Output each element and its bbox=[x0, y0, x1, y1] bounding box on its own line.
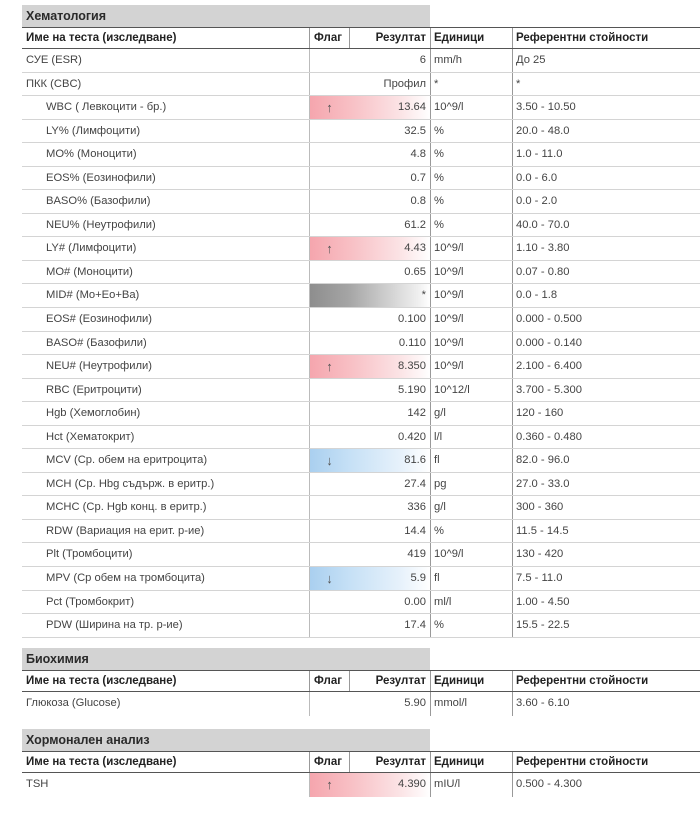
results-table bbox=[22, 751, 700, 797]
arrow-up-icon bbox=[309, 96, 349, 119]
test-name: BASO% (Базофили) bbox=[46, 195, 151, 208]
header-test-name: Име на теста (изследване) bbox=[26, 32, 177, 44]
flag-cell bbox=[309, 214, 349, 237]
results-table bbox=[22, 670, 700, 716]
test-name: TSH bbox=[26, 778, 49, 790]
unit: 10^9/l bbox=[430, 261, 512, 284]
reference-range: 82.0 - 96.0 bbox=[512, 449, 700, 472]
header-result: Резултат bbox=[349, 752, 430, 772]
flag-cell bbox=[309, 332, 349, 355]
header-test-name: Име на теста (изследване) bbox=[26, 756, 177, 768]
flag-highlight bbox=[309, 96, 430, 119]
table-header bbox=[22, 27, 700, 49]
header-units: Единици bbox=[430, 28, 512, 48]
flag-cell bbox=[309, 167, 349, 190]
table-header bbox=[22, 670, 700, 692]
header-units: Единици bbox=[430, 752, 512, 772]
result-value: 8.350 bbox=[398, 360, 426, 373]
unit: g/l bbox=[430, 496, 512, 519]
flag-highlight bbox=[309, 167, 430, 190]
result-value: 4.43 bbox=[404, 242, 426, 255]
table-row bbox=[22, 332, 700, 356]
arrow-up-icon: ↑ bbox=[326, 777, 333, 792]
unit: 10^12/l bbox=[430, 379, 512, 402]
test-name: LY# (Лимфоцити) bbox=[46, 242, 137, 255]
reference-range: До 25 bbox=[512, 49, 700, 72]
result-value: 27.4 bbox=[404, 477, 426, 490]
arrow-up-icon: ↑ bbox=[326, 359, 333, 375]
reference-range: 120 - 160 bbox=[512, 402, 700, 425]
table-row bbox=[22, 214, 700, 238]
header-flag: Флаг bbox=[309, 28, 349, 48]
result-value: 14.4 bbox=[404, 524, 426, 537]
header-result: Резултат bbox=[349, 28, 430, 48]
header-result: Резултат bbox=[349, 671, 430, 691]
table-row bbox=[22, 520, 700, 544]
reference-range: 0.0 - 6.0 bbox=[512, 167, 700, 190]
flag-cell bbox=[309, 426, 349, 449]
flag-highlight bbox=[309, 214, 430, 237]
table-row bbox=[22, 449, 700, 473]
table-row bbox=[22, 614, 700, 638]
flag-cell bbox=[309, 591, 349, 614]
reference-range: 1.0 - 11.0 bbox=[512, 143, 700, 166]
unit: % bbox=[430, 190, 512, 213]
flag-highlight bbox=[309, 449, 430, 472]
table-header bbox=[22, 751, 700, 773]
section-biochemistry bbox=[22, 648, 700, 716]
flag-cell bbox=[309, 73, 349, 96]
header-units: Единици bbox=[430, 671, 512, 691]
test-name: Hgb (Хемоглобин) bbox=[46, 407, 141, 420]
unit: 10^9/l bbox=[430, 332, 512, 355]
test-name: EOS# (Еозинофили) bbox=[46, 313, 152, 326]
flag-highlight bbox=[309, 591, 430, 614]
table-body bbox=[22, 692, 700, 716]
reference-range: 0.360 - 0.480 bbox=[512, 426, 700, 449]
flag-highlight bbox=[309, 73, 430, 96]
flag-highlight bbox=[309, 692, 430, 716]
table-row bbox=[22, 473, 700, 497]
table-row bbox=[22, 773, 700, 797]
table-row bbox=[22, 237, 700, 261]
table-row bbox=[22, 567, 700, 591]
test-name: BASO# (Базофили) bbox=[46, 336, 147, 349]
result-value: 142 bbox=[407, 407, 426, 420]
result-value: 5.90 bbox=[404, 697, 426, 709]
test-name: MO# (Моноцити) bbox=[46, 265, 133, 278]
result-value: 0.65 bbox=[404, 265, 426, 278]
unit: pg bbox=[430, 473, 512, 496]
unit: 10^9/l bbox=[430, 308, 512, 331]
table-row bbox=[22, 143, 700, 167]
table-row bbox=[22, 379, 700, 403]
flag-cell bbox=[309, 379, 349, 402]
test-name: MPV (Ср обем на тромбоцита) bbox=[46, 572, 205, 585]
section-hematology bbox=[22, 5, 700, 638]
reference-range: 0.500 - 4.300 bbox=[512, 773, 700, 797]
flag-highlight bbox=[309, 426, 430, 449]
flag-highlight bbox=[309, 473, 430, 496]
result-value: 0.110 bbox=[398, 336, 426, 349]
flag-highlight bbox=[309, 379, 430, 402]
test-name: EOS% (Еозинофили) bbox=[46, 171, 156, 184]
flag-highlight bbox=[309, 49, 430, 72]
result-value: 0.8 bbox=[410, 195, 426, 208]
result-value: 5.190 bbox=[398, 383, 426, 396]
test-name: MCV (Ср. обем на еритроцита) bbox=[46, 454, 208, 467]
reference-range: 1.10 - 3.80 bbox=[512, 237, 700, 260]
arrow-up-icon bbox=[309, 355, 349, 378]
unit: fl bbox=[430, 567, 512, 590]
flag-highlight bbox=[309, 237, 430, 260]
arrow-down-icon bbox=[309, 567, 349, 590]
test-name: NEU# (Неутрофили) bbox=[46, 360, 152, 373]
flag-cell bbox=[309, 614, 349, 637]
unit: g/l bbox=[430, 402, 512, 425]
reference-range: 40.0 - 70.0 bbox=[512, 214, 700, 237]
reference-range: * bbox=[512, 73, 700, 96]
flag-highlight bbox=[309, 402, 430, 425]
arrow-up-icon: ↑ bbox=[326, 241, 333, 257]
reference-range: 130 - 420 bbox=[512, 543, 700, 566]
unit: * bbox=[430, 73, 512, 96]
table-body bbox=[22, 773, 700, 797]
flag-highlight bbox=[309, 567, 430, 590]
flag-cell bbox=[309, 402, 349, 425]
flag-cell bbox=[309, 120, 349, 143]
result-value: 0.100 bbox=[398, 313, 426, 326]
flag-cell bbox=[309, 261, 349, 284]
test-name: Глюкоза (Glucose) bbox=[26, 697, 121, 709]
flag-cell bbox=[309, 143, 349, 166]
reference-range: 0.0 - 2.0 bbox=[512, 190, 700, 213]
test-name: LY% (Лимфоцити) bbox=[46, 124, 141, 137]
unit: % bbox=[430, 614, 512, 637]
result-value: 32.5 bbox=[404, 124, 426, 137]
flag-highlight bbox=[309, 614, 430, 637]
section-title: Хормонален анализ bbox=[22, 729, 430, 751]
unit: % bbox=[430, 520, 512, 543]
unit: mmol/l bbox=[430, 692, 512, 716]
test-name: RBC (Еритроцити) bbox=[46, 383, 142, 396]
table-row bbox=[22, 284, 700, 308]
table-row bbox=[22, 167, 700, 191]
arrow-down-icon bbox=[309, 449, 349, 472]
reference-range: 0.000 - 0.140 bbox=[512, 332, 700, 355]
flag-highlight bbox=[309, 543, 430, 566]
reference-range: 1.00 - 4.50 bbox=[512, 591, 700, 614]
header-test-name: Име на теста (изследване) bbox=[26, 675, 177, 687]
unit: % bbox=[430, 167, 512, 190]
reference-range: 3.700 - 5.300 bbox=[512, 379, 700, 402]
section-hormonal bbox=[22, 729, 700, 797]
flag-cell bbox=[309, 543, 349, 566]
result-value: 0.00 bbox=[404, 595, 426, 608]
result-value: * bbox=[421, 289, 426, 302]
flag-highlight bbox=[309, 143, 430, 166]
unit: ml/l bbox=[430, 591, 512, 614]
reference-range: 3.50 - 10.50 bbox=[512, 96, 700, 119]
flag-cell bbox=[309, 692, 349, 716]
arrow-up-icon bbox=[309, 773, 349, 797]
test-name: ПКК (CBC) bbox=[26, 77, 82, 90]
result-value: 4.390 bbox=[398, 778, 426, 790]
arrow-up-icon: ↑ bbox=[326, 100, 333, 116]
unit: 10^9/l bbox=[430, 543, 512, 566]
flag-highlight bbox=[309, 120, 430, 143]
arrow-down-icon: ↓ bbox=[326, 571, 333, 587]
table-row bbox=[22, 190, 700, 214]
result-value: 13.64 bbox=[398, 101, 426, 114]
flag-highlight bbox=[309, 284, 430, 307]
reference-range: 0.07 - 0.80 bbox=[512, 261, 700, 284]
test-name: MID# (Mo+Eo+Ba) bbox=[46, 289, 140, 302]
header-reference: Референтни стойности bbox=[512, 752, 700, 772]
result-value: 6 bbox=[419, 54, 426, 66]
flag-highlight bbox=[309, 773, 430, 797]
result-value: 17.4 bbox=[404, 619, 426, 632]
test-name: MCH (Ср. Hbg съдърж. в еритр.) bbox=[46, 477, 215, 490]
test-name: NEU% (Неутрофили) bbox=[46, 218, 156, 231]
unit: % bbox=[430, 143, 512, 166]
table-row bbox=[22, 355, 700, 379]
table-row bbox=[22, 73, 700, 97]
unit: % bbox=[430, 214, 512, 237]
table-row bbox=[22, 692, 700, 716]
table-row bbox=[22, 496, 700, 520]
table-row bbox=[22, 96, 700, 120]
flag-highlight bbox=[309, 520, 430, 543]
reference-range: 27.0 - 33.0 bbox=[512, 473, 700, 496]
reference-range: 11.5 - 14.5 bbox=[512, 520, 700, 543]
flag-highlight bbox=[309, 308, 430, 331]
unit: 10^9/l bbox=[430, 284, 512, 307]
reference-range: 20.0 - 48.0 bbox=[512, 120, 700, 143]
arrow-up-icon bbox=[309, 237, 349, 260]
unit: mm/h bbox=[430, 49, 512, 72]
reference-range: 0.0 - 1.8 bbox=[512, 284, 700, 307]
reference-range: 15.5 - 22.5 bbox=[512, 614, 700, 637]
table-body bbox=[22, 49, 700, 638]
results-table bbox=[22, 27, 700, 638]
test-name: MO% (Моноцити) bbox=[46, 148, 137, 161]
result-value: 5.9 bbox=[410, 572, 426, 585]
unit: 10^9/l bbox=[430, 237, 512, 260]
section-title: Хематология bbox=[22, 5, 430, 27]
unit: 10^9/l bbox=[430, 355, 512, 378]
reference-range: 3.60 - 6.10 bbox=[512, 692, 700, 716]
flag-highlight bbox=[309, 496, 430, 519]
reference-range: 2.100 - 6.400 bbox=[512, 355, 700, 378]
header-flag: Флаг bbox=[309, 671, 349, 691]
table-row bbox=[22, 261, 700, 285]
result-value: 81.6 bbox=[404, 454, 426, 467]
reference-range: 0.000 - 0.500 bbox=[512, 308, 700, 331]
result-value: 336 bbox=[407, 501, 426, 514]
header-reference: Референтни стойности bbox=[512, 28, 700, 48]
arrow-down-icon: ↓ bbox=[326, 453, 333, 469]
test-name: Hct (Хематокрит) bbox=[46, 430, 135, 443]
flag-cell bbox=[309, 496, 349, 519]
result-value: 61.2 bbox=[404, 218, 426, 231]
result-value: 4.8 bbox=[410, 148, 426, 161]
table-row bbox=[22, 591, 700, 615]
flag-highlight bbox=[309, 261, 430, 284]
test-name: RDW (Вариация на ерит. р-ие) bbox=[46, 524, 205, 537]
unit: l/l bbox=[430, 426, 512, 449]
flag-cell bbox=[309, 520, 349, 543]
test-name: WBC ( Левкоцити - бр.) bbox=[46, 101, 167, 114]
flag-cell bbox=[309, 49, 349, 72]
table-row bbox=[22, 402, 700, 426]
flag-highlight bbox=[309, 190, 430, 213]
table-row bbox=[22, 49, 700, 73]
test-name: Pct (Тромбокрит) bbox=[46, 595, 135, 608]
header-reference: Референтни стойности bbox=[512, 671, 700, 691]
test-name: MCHC (Ср. Hgb конц. в еритр.) bbox=[46, 501, 207, 514]
result-value: 0.7 bbox=[410, 171, 426, 184]
flag-cell bbox=[309, 473, 349, 496]
unit: 10^9/l bbox=[430, 96, 512, 119]
result-value: Профил bbox=[383, 77, 426, 90]
flag-cell bbox=[309, 284, 349, 307]
result-value: 0.420 bbox=[398, 430, 426, 443]
flag-cell bbox=[309, 308, 349, 331]
unit: % bbox=[430, 120, 512, 143]
reference-range: 7.5 - 11.0 bbox=[512, 567, 700, 590]
table-row bbox=[22, 543, 700, 567]
flag-cell bbox=[309, 190, 349, 213]
flag-highlight bbox=[309, 332, 430, 355]
test-name: PDW (Ширина на тр. р-ие) bbox=[46, 619, 183, 632]
table-row bbox=[22, 120, 700, 144]
test-name: Plt (Тромбоцити) bbox=[46, 548, 133, 561]
unit: mIU/l bbox=[430, 773, 512, 797]
reference-range: 300 - 360 bbox=[512, 496, 700, 519]
result-value: 419 bbox=[407, 548, 426, 561]
header-flag: Флаг bbox=[309, 752, 349, 772]
unit: fl bbox=[430, 449, 512, 472]
section-title: Биохимия bbox=[22, 648, 430, 670]
table-row bbox=[22, 426, 700, 450]
flag-highlight bbox=[309, 355, 430, 378]
table-row bbox=[22, 308, 700, 332]
test-name: СУЕ (ESR) bbox=[26, 54, 82, 66]
